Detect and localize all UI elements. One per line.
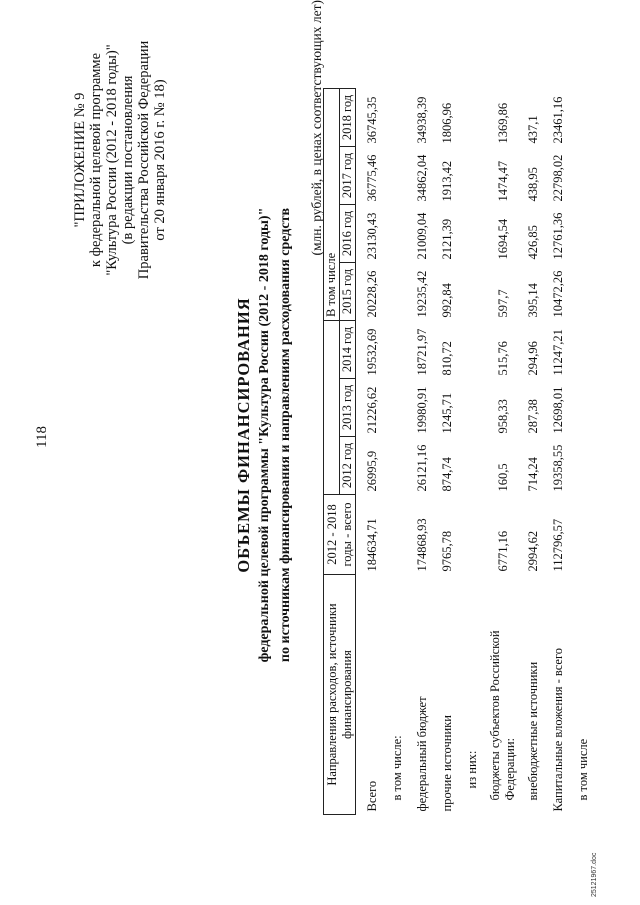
table-row (356, 89, 386, 815)
cell-value: 20228,26 (365, 270, 379, 318)
cell-value: 1694,54 (495, 218, 510, 260)
header-year: 2012 год (340, 437, 356, 495)
header-year: 2013 год (340, 379, 356, 437)
units-note: (млн. рублей, в ценах соответствующих лет) (309, 0, 324, 256)
cell-value: 874,74 (440, 457, 454, 492)
cell-value: 438,95 (526, 167, 540, 202)
header-group: В том числе (324, 89, 340, 321)
cell-value: 19235,42 (415, 270, 429, 318)
cell-value: 34862,04 (415, 154, 429, 202)
header-total: 2012 - 2018 годы - всего (324, 495, 356, 575)
row-label: Капитальные вложения - всего (551, 647, 565, 812)
appendix-reference (72, 10, 168, 310)
table-row (546, 89, 571, 815)
cell-value: 1474,47 (495, 160, 510, 202)
cell-value: 992,84 (440, 283, 454, 318)
cell-value: 36775,46 (365, 154, 379, 202)
table-row (435, 89, 460, 815)
table-row (410, 89, 435, 815)
row-label: федеральный бюджет (415, 696, 429, 812)
cell-value: 18721,97 (415, 328, 429, 376)
cell-value: 19358,55 (551, 444, 565, 492)
row-label: в том числе: (390, 735, 404, 801)
appendix-line: "Культура России (2012 - 2018 годы)" (104, 44, 120, 276)
cell-value: 810,72 (440, 341, 454, 376)
cell-value: 2994,62 (526, 530, 540, 572)
cell-value: 437,1 (526, 115, 540, 144)
cell-value: 426,85 (526, 225, 540, 260)
cell-value: 36745,35 (365, 96, 379, 144)
cell-value: 6771,16 (495, 530, 510, 572)
table-row (385, 89, 410, 815)
cell-value: 23130,43 (365, 212, 379, 260)
row-label: Всего (365, 780, 379, 812)
cell-value: 597,7 (495, 289, 510, 318)
appendix-line: к федеральной целевой программе (88, 52, 104, 268)
cell-value: 1369,86 (495, 102, 510, 144)
cell-value: 22798,02 (551, 154, 565, 202)
cell-value: 19980,91 (415, 386, 429, 434)
cell-value: 2121,39 (440, 218, 454, 260)
header-year: 2016 год (340, 205, 356, 263)
table-row (571, 89, 596, 815)
cell-value: 23461,16 (551, 96, 565, 144)
cell-value: 958,33 (495, 399, 510, 434)
cell-value: 1806,96 (440, 102, 454, 144)
header-year: 2018 год (340, 89, 356, 147)
header-year: 2014 год (340, 321, 356, 379)
appendix-line: "ПРИЛОЖЕНИЕ № 9 (72, 92, 88, 228)
cell-value: 515,76 (495, 341, 510, 376)
cell-value: 395,14 (526, 283, 540, 318)
document-subtitle-line: федеральной целевой программы "Культура России (2012 - 2018 годы)" (257, 207, 272, 663)
cell-value: 1245,71 (440, 392, 454, 434)
footnote-filename: 25121967.doc (591, 852, 598, 897)
empty-cells (385, 89, 410, 575)
header-year: 2015 год (340, 263, 356, 321)
table-row (521, 89, 546, 815)
appendix-line: (в редакции постановления (120, 75, 136, 245)
cell-value: 294,96 (526, 341, 540, 376)
cell-value: 11247,21 (551, 329, 565, 376)
appendix-line: от 20 января 2016 г. № 18) (152, 79, 168, 241)
header-direction: Направления расходов, источники финансирования (324, 575, 356, 815)
empty-cells (460, 89, 485, 575)
document-subtitle-line: по источникам финансирования и направлениям расходования средств (277, 207, 293, 663)
document-heading (234, 85, 294, 785)
header-year: 2017 год (340, 147, 356, 205)
cell-value: 9765,78 (440, 530, 454, 572)
cell-value: 12698,01 (551, 386, 565, 434)
appendix-line: Правительства Российской Федерации (136, 40, 152, 280)
document-title: ОБЪЕМЫ ФИНАНСИРОВАНИЯ (234, 297, 253, 573)
row-label: прочие источники (440, 715, 454, 812)
header-spacer (324, 321, 340, 495)
cell-value: 1913,42 (440, 160, 454, 202)
cell-value: 26995,9 (365, 450, 379, 492)
cell-value: 21226,62 (365, 386, 379, 434)
cell-value: 174868,93 (415, 518, 429, 572)
cell-value: 287,38 (526, 399, 540, 434)
empty-cells (571, 89, 596, 575)
cell-value: 34938,39 (415, 96, 429, 144)
row-label: внебюджетные источники (526, 661, 540, 801)
table-row (485, 89, 521, 815)
cell-value: 26121,16 (415, 444, 429, 492)
cell-value: 10472,26 (551, 270, 565, 318)
page-number: 118 (34, 426, 50, 448)
row-label: в том числе (576, 738, 590, 801)
row-label: бюджеты субъектов Российской Федерации: (488, 630, 517, 801)
cell-value: 714,24 (526, 457, 540, 492)
cell-value: 184634,71 (365, 518, 379, 572)
cell-value: 12761,36 (551, 212, 565, 260)
cell-value: 19532,69 (365, 328, 379, 376)
cell-value: 112796,57 (551, 518, 565, 572)
financing-table (323, 88, 596, 815)
cell-value: 21009,04 (415, 212, 429, 260)
table-row (460, 89, 485, 815)
cell-value: 160,5 (495, 463, 510, 492)
row-label: из них: (465, 750, 479, 789)
